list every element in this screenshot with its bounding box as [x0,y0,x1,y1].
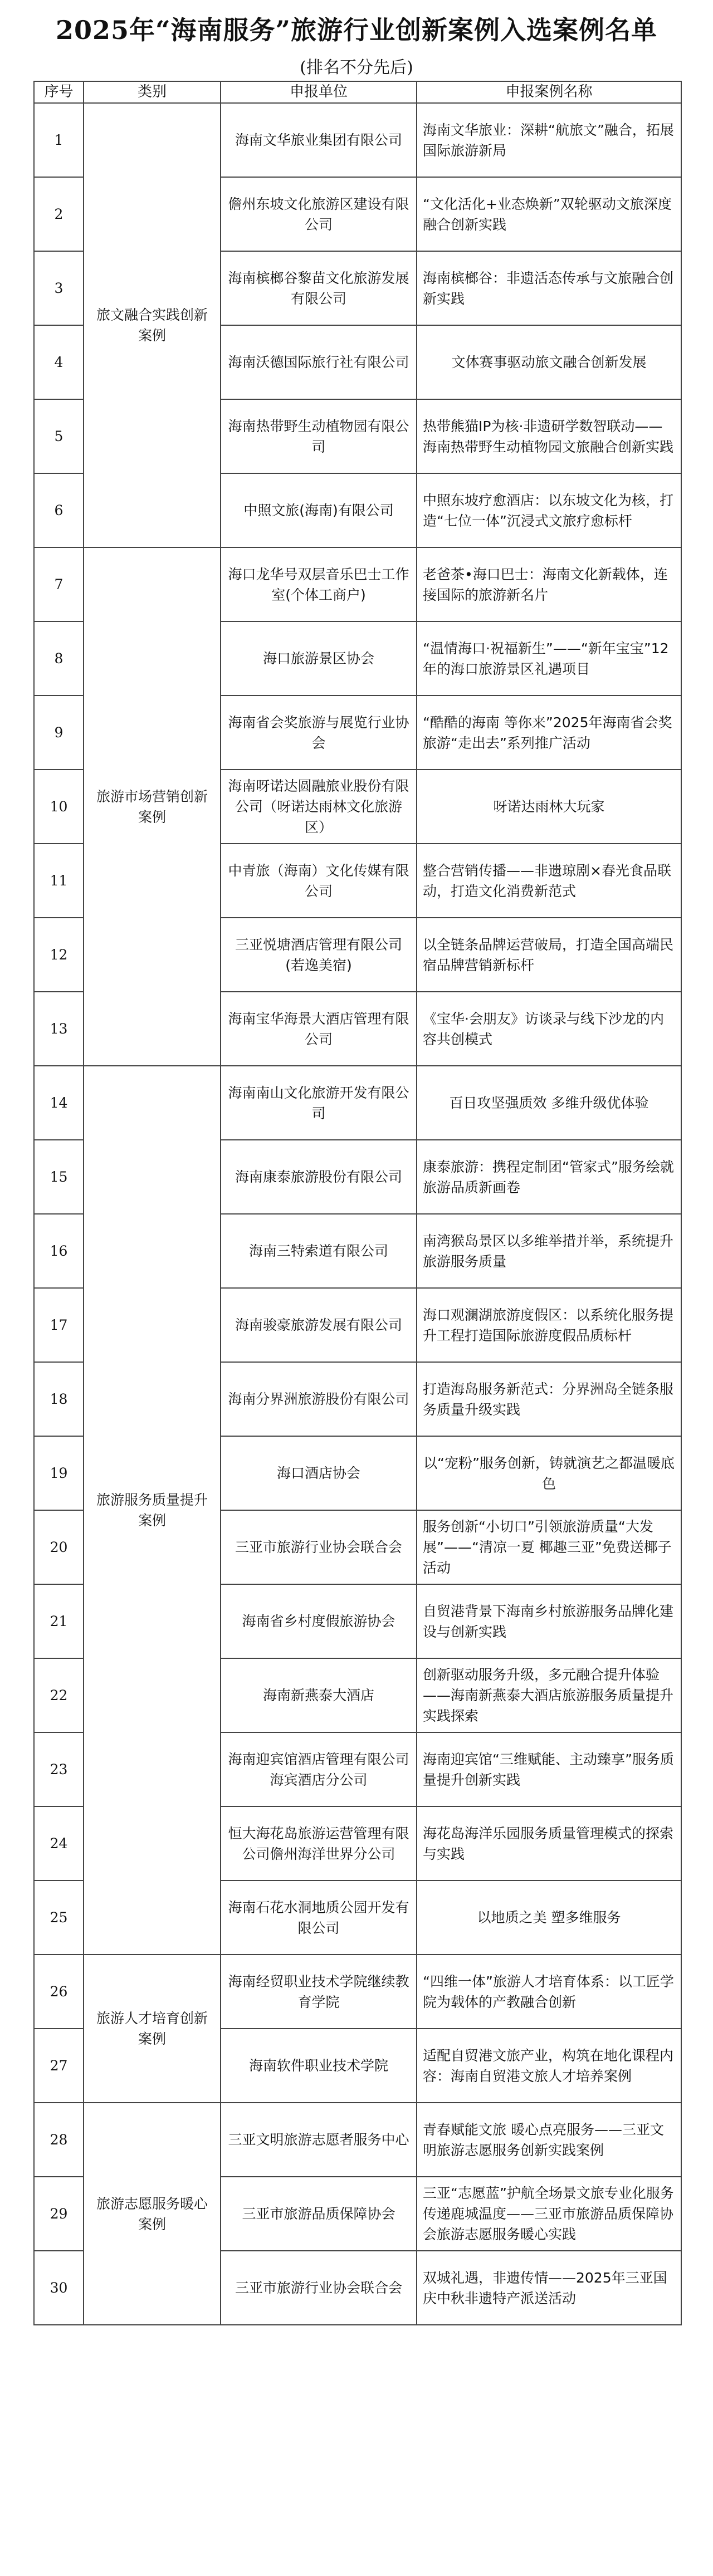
case-name-cell: 服务创新“小切口”引领旅游质量“大发展”——“清凉一夏 椰趣三亚”免费送椰子活动 [417,1510,681,1584]
table-row [34,547,681,621]
row-number: 21 [34,1584,84,1658]
case-name-cell: 康泰旅游：携程定制团“管家式”服务绘就旅游品质新画卷 [417,1140,681,1214]
unit-cell: 海口旅游景区协会 [221,621,417,696]
row-number: 5 [34,399,84,473]
table-row [34,1066,681,1140]
row-number: 9 [34,696,84,770]
unit-cell: 海南热带野生动植物园有限公司 [221,399,417,473]
unit-cell: 三亚市旅游品质保障协会 [221,2177,417,2251]
row-number: 13 [34,992,84,1066]
unit-cell: 海南新燕泰大酒店 [221,1658,417,1732]
case-name-cell: “温情海口·祝福新生”——“新年宝宝”12年的海口旅游景区礼遇项目 [417,621,681,696]
case-name-cell: “四维一体”旅游人才培育体系：以工匠学院为载体的产教融合创新 [417,1955,681,2029]
table-row [34,103,681,177]
row-number: 17 [34,1288,84,1362]
unit-cell: 海南经贸职业技术学院继续教育学院 [221,1955,417,2029]
row-number: 18 [34,1362,84,1436]
case-name-cell: 海南槟榔谷：非遗活态传承与文旅融合创新实践 [417,251,681,325]
case-name-cell: 创新驱动服务升级，多元融合提升体验——海南新燕泰大酒店旅游服务质量提升实践探索 [417,1658,681,1732]
case-name-cell: 海花岛海洋乐园服务质量管理模式的探索与实践 [417,1806,681,1880]
unit-cell: 中照文旅(海南)有限公司 [221,473,417,547]
row-number: 19 [34,1436,84,1510]
row-number: 25 [34,1880,84,1955]
unit-cell: 海南骏豪旅游发展有限公司 [221,1288,417,1362]
header-unit: 申报单位 [221,81,417,103]
table-row [34,1955,681,2029]
unit-cell: 海南南山文化旅游开发有限公司 [221,1066,417,1140]
unit-cell: 中青旅（海南）文化传媒有限公司 [221,844,417,918]
case-name-cell: 中照东坡疗愈酒店：以东坡文化为核，打造“七位一体”沉浸式文旅疗愈标杆 [417,473,681,547]
table-row [34,2103,681,2177]
row-number: 4 [34,325,84,399]
case-name-cell: 老爸茶•海口巴士：海南文化新载体，连接国际的旅游新名片 [417,547,681,621]
row-number: 3 [34,251,84,325]
unit-cell: 海南省会奖旅游与展览行业协会 [221,696,417,770]
unit-cell: 三亚文明旅游志愿者服务中心 [221,2103,417,2177]
unit-cell: 海南宝华海景大酒店管理有限公司 [221,992,417,1066]
row-number: 14 [34,1066,84,1140]
case-name-cell: 文体赛事驱动旅文融合创新发展 [417,325,681,399]
unit-cell: 海南分界洲旅游股份有限公司 [221,1362,417,1436]
unit-cell: 海南文华旅业集团有限公司 [221,103,417,177]
case-name-cell: 《宝华·会朋友》访谈录与线下沙龙的内容共创模式 [417,992,681,1066]
case-name-cell: 以“宠粉”服务创新，铸就演艺之都温暖底色 [417,1436,681,1510]
page-subtitle: (排名不分先后) [300,58,413,77]
row-number: 29 [34,2177,84,2251]
row-number: 15 [34,1140,84,1214]
row-number: 16 [34,1214,84,1288]
case-name-cell: 南湾猴岛景区以多维举措并举，系统提升旅游服务质量 [417,1214,681,1288]
unit-cell: 海南省乡村度假旅游协会 [221,1584,417,1658]
row-number: 12 [34,918,84,992]
case-name-cell: 适配自贸港文旅产业，构筑在地化课程内容：海南自贸港文旅人才培养案例 [417,2029,681,2103]
case-name-cell: 整合营销传播——非遗琼剧×春光食品联动，打造文化消费新范式 [417,844,681,918]
case-name-cell: 打造海岛服务新范式：分界洲岛全链条服务质量升级实践 [417,1362,681,1436]
case-name-cell: 海南文华旅业：深耕“航旅文”融合，拓展国际旅游新局 [417,103,681,177]
case-name-cell: 海口观澜湖旅游度假区：以系统化服务提升工程打造国际旅游度假品质标杆 [417,1288,681,1362]
row-number: 2 [34,177,84,251]
row-number: 27 [34,2029,84,2103]
row-number: 11 [34,844,84,918]
case-name-cell: 青春赋能文旅 暖心点亮服务——三亚文明旅游志愿服务创新实践案例 [417,2103,681,2177]
row-number: 7 [34,547,84,621]
row-number: 22 [34,1658,84,1732]
unit-cell: 海南三特索道有限公司 [221,1214,417,1288]
row-number: 26 [34,1955,84,2029]
unit-cell: 三亚市旅游行业协会联合会 [221,2251,417,2325]
row-number: 28 [34,2103,84,2177]
header-case-name: 申报案例名称 [417,81,681,103]
case-name-cell: 海南迎宾馆“三维赋能、主动臻享”服务质量提升创新实践 [417,1732,681,1806]
unit-cell: 海南沃德国际旅行社有限公司 [221,325,417,399]
case-name-cell: 自贸港背景下海南乡村旅游服务品牌化建设与创新实践 [417,1584,681,1658]
case-name-cell: 热带熊猫IP为核·非遗研学数智联动——海南热带野生动植物园文旅融合创新实践 [417,399,681,473]
unit-cell: 海南石花水洞地质公园开发有限公司 [221,1880,417,1955]
row-number: 8 [34,621,84,696]
page-title: 2025年“海南服务”旅游行业创新案例入选案例名单 [56,15,657,45]
case-name-cell: 以地质之美 塑多维服务 [417,1880,681,1955]
unit-cell: 恒大海花岛旅游运营管理有限公司儋州海洋世界分公司 [221,1806,417,1880]
unit-cell: 海南康泰旅游股份有限公司 [221,1140,417,1214]
case-name-cell: 三亚“志愿蓝”护航全场景文旅专业化服务传递鹿城温度——三亚市旅游品质保障协会旅游志愿服务暖心实践 [417,2177,681,2251]
case-name-cell: 呀诺达雨林大玩家 [417,770,681,844]
row-number: 10 [34,770,84,844]
case-name-cell: 百日攻坚强质效 多维升级优体验 [417,1066,681,1140]
unit-cell: 海口龙华号双层音乐巴士工作室(个体工商户) [221,547,417,621]
row-number: 1 [34,103,84,177]
case-name-cell: “文化活化+业态焕新”双轮驱动文旅深度融合创新实践 [417,177,681,251]
unit-cell: 三亚市旅游行业协会联合会 [221,1510,417,1584]
header-number: 序号 [34,81,84,103]
row-number: 24 [34,1806,84,1880]
unit-cell: 儋州东坡文化旅游区建设有限公司 [221,177,417,251]
row-number: 30 [34,2251,84,2325]
unit-cell: 三亚悦塘酒店管理有限公司(若逸美宿) [221,918,417,992]
row-number: 23 [34,1732,84,1806]
category-cell: 旅文融合实践创新案例 [84,103,221,547]
unit-cell: 海口酒店协会 [221,1436,417,1510]
header-category: 类别 [84,81,221,103]
unit-cell: 海南软件职业技术学院 [221,2029,417,2103]
table-header-row [34,81,681,103]
category-cell: 旅游志愿服务暖心案例 [84,2103,221,2325]
case-list-table [33,81,682,2325]
case-name-cell: 双城礼遇，非遗传情——2025年三亚国庆中秋非遗特产派送活动 [417,2251,681,2325]
case-name-cell: 以全链条品牌运营破局，打造全国高端民宿品牌营销新标杆 [417,918,681,992]
category-cell: 旅游人才培育创新案例 [84,1955,221,2103]
row-number: 6 [34,473,84,547]
unit-cell: 海南槟榔谷黎苗文化旅游发展有限公司 [221,251,417,325]
unit-cell: 海南呀诺达圆融旅业股份有限公司（呀诺达雨林文化旅游区） [221,770,417,844]
category-cell: 旅游服务质量提升案例 [84,1066,221,1955]
category-cell: 旅游市场营销创新案例 [84,547,221,1066]
row-number: 20 [34,1510,84,1584]
unit-cell: 海南迎宾馆酒店管理有限公司海宾酒店分公司 [221,1732,417,1806]
case-name-cell: “酷酷的海南 等你来”2025年海南省会奖旅游“走出去”系列推广活动 [417,696,681,770]
